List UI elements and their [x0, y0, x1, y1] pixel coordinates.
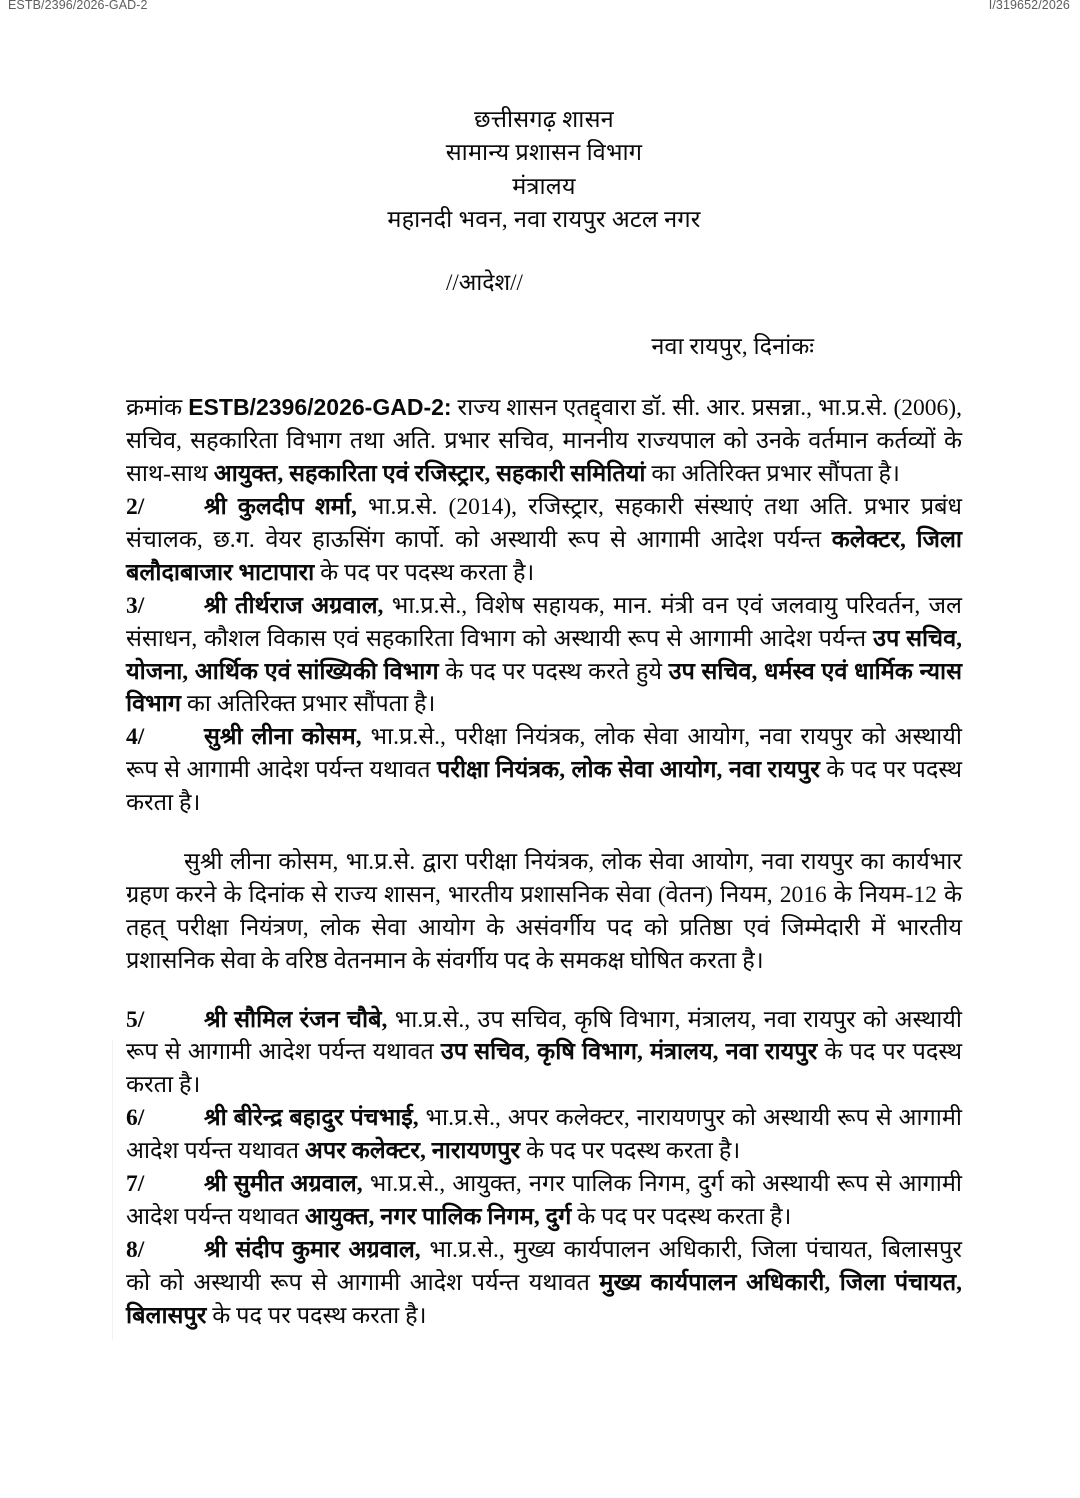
- paragraph-3-bold-post: उप सचिव, योजना, आर्थिक एवं सांख्यिकी विभाग: [126, 625, 963, 685]
- paragraph-7-officer-name: श्री सुमीत अग्रवाल,: [204, 1171, 363, 1198]
- paragraph-4-text-c: के पद पर पदस्थ करता है।: [126, 757, 962, 817]
- paragraph-5-text-c: के पद पर पदस्थ करता है।: [126, 1039, 962, 1099]
- paragraph-8: [126, 1234, 962, 1333]
- paragraph-7-text-c: के पद पर पदस्थ करता है।: [571, 1203, 792, 1230]
- paragraph-4-bold-post: परीक्षा नियंत्रक, लोक सेवा आयोग, नवा रायपुर: [437, 757, 820, 784]
- scan-header-left-stamp: ESTB/2396/2026-GAD-2: [8, 0, 148, 12]
- paragraph-3: [126, 590, 962, 722]
- letterhead: [126, 104, 962, 237]
- scan-header-right-stamp: I/319652/2026: [988, 0, 1070, 12]
- paragraph-3-number: 3/: [126, 592, 145, 619]
- paragraph-5-number: 5/: [126, 1006, 145, 1033]
- paragraph-3-text-e: का अतिरिक्त प्रभार सौंपता है।: [181, 691, 436, 718]
- scan-header: [0, 0, 1080, 22]
- paragraph-2-text-a: भा.प्र.से. (2014), रजिस्ट्रार, सहकारी संस्थाएं तथा अति. प्रभार प्रबंध संचालक, छ.ग. वेयर हाऊसिंग कार्पो. को अस्थायी रूप से आगामी आदेश पर्यन्त: [126, 494, 962, 553]
- paragraph-4-officer-name: सुश्री लीना कोसम,: [204, 724, 362, 751]
- paragraph-3-officer-name: श्री तीर्थराज अग्रवाल,: [204, 592, 384, 619]
- paragraph-6-number: 6/: [126, 1105, 145, 1132]
- paragraph-5-text-a: भा.प्र.से., उप सचिव, कृषि विभाग, मंत्रालय, नवा रायपुर को अस्थायी रूप से आगामी आदेश पर्यन्त यथावत: [126, 1006, 962, 1066]
- document-body: [126, 104, 962, 1332]
- paragraph-3-text-a: भा.प्र.से., विशेष सहायक, मान. मंत्री वन एवं जलवायु परिवर्तन, जल संसाधन, कौशल विकास एवं सहकारिता विभाग को अस्थायी रूप से आगामी आदेश पर्यन्त: [126, 592, 962, 652]
- paragraph-2: [126, 491, 962, 590]
- paragraph-8-officer-name: श्री संदीप कुमार अग्रवाल,: [204, 1236, 421, 1263]
- order-number-value: ESTB/2396/2026-GAD-2:: [188, 394, 452, 421]
- scan-margin-line: [112, 1040, 113, 1340]
- paragraph-3-bold-extra-post: उप सचिव, धर्मस्व एवं धार्मिक न्यास विभाग: [126, 658, 962, 718]
- paragraph-6-bold-post: अपर कलेक्टर, नारायणपुर: [304, 1138, 521, 1165]
- paragraph-5-officer-name: श्री सौमिल रंजन चौबे,: [204, 1006, 388, 1033]
- paragraph-6-officer-name: श्री बीरेन्द्र बहादुर पंचभाई,: [204, 1105, 419, 1132]
- paragraph-6-text-a: भा.प्र.से., अपर कलेक्टर, नारायणपुर को अस्थायी रूप से आगामी आदेश पर्यन्त यथावत: [126, 1105, 962, 1165]
- place-date-line: नवा रायपुर, दिनांकः: [651, 334, 814, 361]
- paragraph-7-text-a: भा.प्र.से., आयुक्त, नगर पालिक निगम, दुर्ग को अस्थायी रूप से आगामी आदेश पर्यन्त यथावत: [126, 1171, 962, 1230]
- paragraph-2-text-c: के पद पर पदस्थ करता है।: [314, 559, 535, 586]
- letterhead-line-secretariat: मंत्रालय: [512, 173, 576, 200]
- paragraph-8-number: 8/: [126, 1236, 145, 1263]
- declaration-paragraph: सुश्री लीना कोसम, भा.प्र.से. द्वारा परीक्षा नियंत्रक, लोक सेवा आयोग, नवा रायपुर का कार्यभार ग्रहण करने के दिनांक से राज्य शासन, भारतीय प्रशासनिक सेवा (वेतन) नियम, 2016 के नियम-12 के तहत् परीक्षा नियंत्रण, लोक सेवा आयोग के असंवर्गीय पद को प्रतिष्ठा एवं जिम्मेदारी में भारतीय प्रशासनिक सेवा के वरिष्ठ वेतनमान के संवर्गीय पद के समकक्ष घोषित करता है।: [126, 849, 962, 974]
- paragraph-5-bold-post: उप सचिव, कृषि विभाग, मंत्रालय, नवा रायपुर: [440, 1039, 818, 1066]
- paragraph-1-text-a: राज्य शासन एतद्द्वारा डॉ. सी. आर. प्रसन्ना., भा.प्र.से. (2006), सचिव, सहकारिता विभाग तथा अति. प्रभार सचिव, माननीय राज्यपाल को उनके वर्तमान कर्तव्यों के साथ-साथ: [126, 395, 963, 488]
- paragraph-2-bold-post: कलेक्टर, जिला बलौदाबाजार भाटापारा: [126, 527, 962, 586]
- paragraph-7: [126, 1168, 962, 1234]
- paragraph-8-text-a: भा.प्र.से., मुख्य कार्यपालन अधिकारी, जिला पंचायत, बिलासपुर को को अस्थायी रूप से आगामी आदेश पर्यन्त यथावत: [126, 1236, 962, 1296]
- paragraph-1: [126, 391, 962, 491]
- letterhead-line-address: महानदी भवन, नवा रायपुर अटल नगर: [387, 207, 701, 234]
- order-heading: //आदेश//: [446, 270, 523, 296]
- paragraph-6-text-c: के पद पर पदस्थ करता है।: [520, 1138, 741, 1165]
- paragraph-4-text-a: भा.प्र.से., परीक्षा नियंत्रक, लोक सेवा आयोग, नवा रायपुर को अस्थायी रूप से आगामी आदेश पर्यन्त यथावत: [126, 724, 962, 784]
- paragraph-5: [126, 1004, 962, 1103]
- paragraph-8-bold-post: मुख्य कार्यपालन अधिकारी, जिला पंचायत, बिलासपुर: [126, 1269, 963, 1329]
- paragraph-8-text-c: के पद पर पदस्थ करता है।: [206, 1302, 427, 1329]
- letterhead-line-department: सामान्य प्रशासन विभाग: [445, 140, 643, 167]
- paragraph-7-bold-post: आयुक्त, नगर पालिक निगम, दुर्ग: [304, 1203, 572, 1230]
- paragraph-7-number: 7/: [126, 1171, 145, 1198]
- paragraph-2-officer-name: श्री कुलदीप शर्मा,: [204, 494, 357, 521]
- order-number-label: क्रमांक: [126, 395, 183, 422]
- letterhead-line-state: छत्तीसगढ़ शासन: [474, 107, 614, 133]
- paragraph-3-text-c: के पद पर पदस्थ करते हुये: [438, 658, 669, 685]
- paragraph-1-text-c: का अतिरिक्त प्रभार सौंपता है।: [645, 461, 900, 488]
- paragraph-4: [126, 721, 962, 820]
- paragraph-6: [126, 1102, 962, 1168]
- paragraph-4-number: 4/: [126, 724, 145, 751]
- paragraph-1-bold-post: आयुक्त, सहकारिता एवं रजिस्ट्रार, सहकारी समितियां: [213, 461, 646, 488]
- paragraph-2-number: 2/: [126, 494, 145, 521]
